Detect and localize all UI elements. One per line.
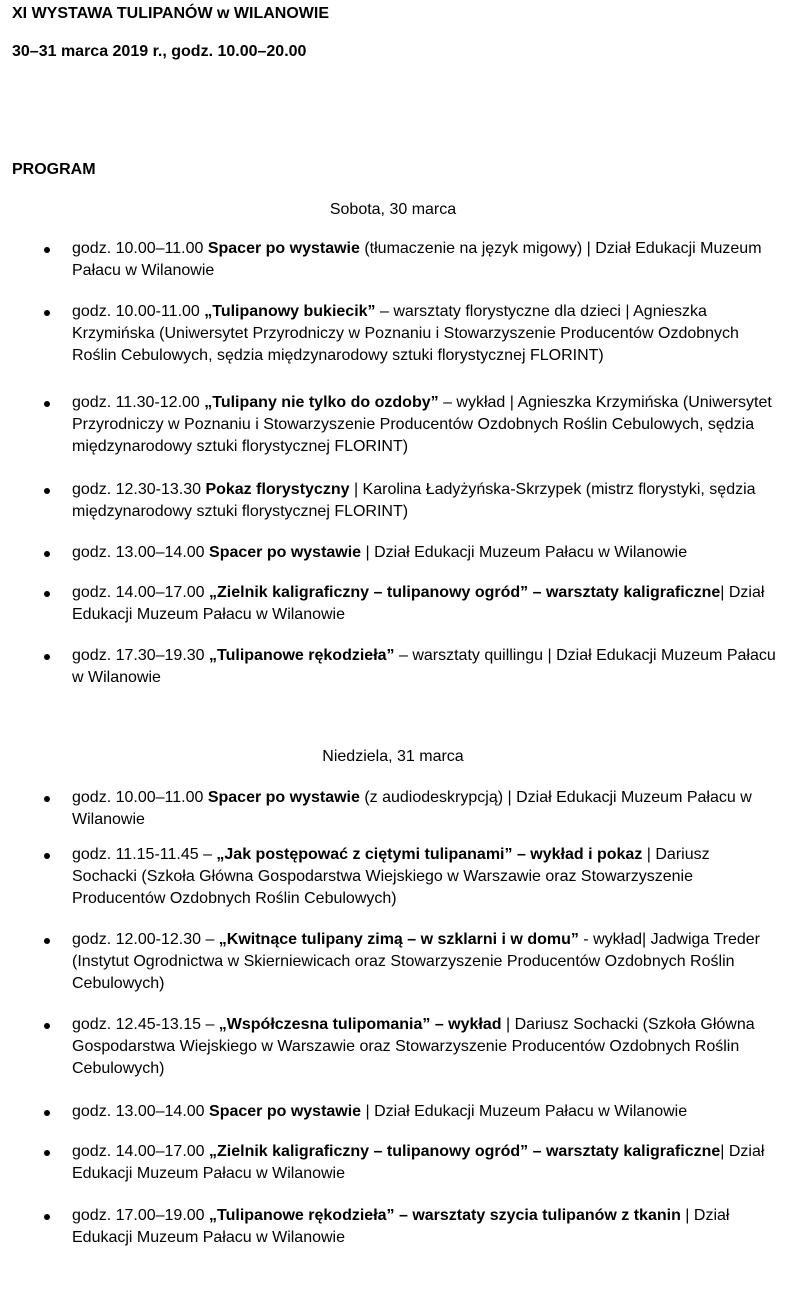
item-time: godz. 10.00–11.00 [72, 240, 208, 257]
bullet-icon [44, 1023, 50, 1029]
list-item [72, 238, 777, 282]
bullet-icon [44, 1214, 50, 1220]
item-title: „Tulipanowe rękodzieła” [209, 647, 395, 664]
list-item [72, 1014, 777, 1080]
event-dates: 30–31 marca 2019 r., godz. 10.00–20.00 [12, 43, 307, 60]
bullet-icon [44, 591, 50, 597]
bullet-icon [44, 310, 50, 316]
item-details: | Dział Edukacji Muzeum Pałacu w Wilanowie [361, 544, 688, 561]
item-time: godz. 11.15-11.45 – [72, 846, 217, 863]
item-title: Pokaz florystyczny [205, 481, 350, 498]
item-time: godz. 12.00-12.30 – [72, 931, 219, 948]
list-item [72, 479, 777, 523]
item-details: – warsztaty quillingu | Dział Edukacji Muzeum Pałacu w Wilanowie [72, 647, 776, 686]
item-details: | Dział Edukacji Muzeum Pałacu w Wilanowie [361, 1103, 688, 1120]
bullet-icon [44, 247, 50, 253]
item-title: „Tulipanowy bukiecik” [204, 303, 376, 320]
item-title: „Zielnik kaligraficzny – tulipanowy ogród” – warsztaty kaligraficzne [209, 1143, 721, 1160]
list-item [72, 844, 777, 910]
bullet-icon [44, 654, 50, 660]
list-item [72, 542, 777, 564]
item-time: godz. 11.30-12.00 [72, 394, 205, 411]
list-item [72, 1101, 777, 1123]
program-heading: PROGRAM [12, 161, 96, 178]
bullet-icon [44, 551, 50, 557]
list-item [72, 582, 777, 626]
item-details: – wykład | Agnieszka Krzymińska (Uniwersytet Przyrodniczy w Poznaniu i Stowarzyszenie Producentów Ozdobnych Roślin Cebulowych, sędzia międzynarodowy sztuki florystycznej FLORINT) [72, 394, 772, 455]
item-time: godz. 17.30–19.30 [72, 647, 210, 664]
bullet-icon [44, 401, 50, 407]
item-details: | Dział Edukacji Muzeum Pałacu w Wilanowie [72, 1207, 730, 1246]
list-item [72, 645, 777, 689]
item-title: Spacer po wystawie [207, 240, 360, 257]
item-time: godz. 12.45-13.15 – [72, 1016, 219, 1033]
item-title: „Tulipany nie tylko do ozdoby” [204, 394, 439, 411]
item-details: - wykład| Jadwiga Treder (Instytut Ogrodnictwa w Skierniewicach oraz Stowarzyszenie Producentów Ozdobnych Roślin Cebulowych) [72, 931, 760, 992]
item-time: godz. 13.00–14.00 [72, 1103, 210, 1120]
item-details: (tłumaczenie na język migowy) | Dział Edukacji Muzeum Pałacu w Wilanowie [72, 240, 762, 279]
list-item [72, 1205, 777, 1249]
item-time: godz. 17.00–19.00 [72, 1207, 210, 1224]
bullet-icon [44, 488, 50, 494]
item-time: godz. 14.00–17.00 [72, 1143, 210, 1160]
item-details: | Dariusz Sochacki (Szkoła Główna Gospodarstwa Wiejskiego w Warszawie oraz Stowarzyszenie Producentów Ozdobnych Roślin Cebulowych) [72, 846, 710, 907]
bullet-icon [44, 1150, 50, 1156]
item-title: „Jak postępować z ciętymi tulipanami” – wykład i pokaz [216, 846, 643, 863]
item-time: godz. 10.00–11.00 [72, 789, 208, 806]
item-details: | Dariusz Sochacki (Szkoła Główna Gospodarstwa Wiejskiego w Warszawie oraz Stowarzyszenie Producentów Ozdobnych Roślin Cebulowych) [72, 1016, 755, 1077]
bullet-icon [44, 853, 50, 859]
item-time: godz. 10.00-11.00 [72, 303, 205, 320]
list-item [72, 392, 777, 458]
list-item [72, 1141, 777, 1185]
item-title: Spacer po wystawie [207, 789, 360, 806]
item-time: godz. 13.00–14.00 [72, 544, 210, 561]
saturday-heading: Sobota, 30 marca [329, 201, 457, 218]
item-title: „Tulipanowe rękodzieła” – warsztaty szycia tulipanów z tkanin [209, 1207, 681, 1224]
item-details: | Karolina Ładyżyńska-Skrzypek (mistrz florystyki, sędzia międzynarodowy sztuki florystycznej FLORINT) [72, 481, 756, 520]
sunday-heading: Niedziela, 31 marca [322, 748, 464, 765]
bullet-icon [44, 796, 50, 802]
item-details: (z audiodeskrypcją) | Dział Edukacji Muzeum Pałacu w Wilanowie [72, 789, 752, 828]
list-item [72, 929, 777, 995]
item-details: – warsztaty florystyczne dla dzieci | Agnieszka Krzymińska (Uniwersytet Przyrodniczy w Poznaniu i Stowarzyszenie Producentów Ozdobnych Roślin Cebulowych, sędzia międzynarodowy sztuki florystycznej FLORINT) [72, 303, 739, 364]
bullet-icon [44, 1110, 50, 1116]
item-details: | Dział Edukacji Muzeum Pałacu w Wilanowie [72, 1143, 765, 1182]
list-item [72, 787, 777, 831]
item-title: Spacer po wystawie [209, 1103, 362, 1120]
item-title: „Współczesna tulipomania” – wykład [218, 1016, 502, 1033]
item-time: godz. 12.30-13.30 [72, 481, 206, 498]
item-details: | Dział Edukacji Muzeum Pałacu w Wilanowie [72, 584, 765, 623]
bullet-icon [44, 938, 50, 944]
document-title: XI WYSTAWA TULIPANÓW w WILANOWIE [12, 5, 330, 22]
list-item [72, 301, 777, 367]
item-title: „Kwitnące tulipany zimą – w szklarni i w domu” [218, 931, 579, 948]
item-title: Spacer po wystawie [209, 544, 362, 561]
item-title: „Zielnik kaligraficzny – tulipanowy ogród” – warsztaty kaligraficzne [209, 584, 721, 601]
item-time: godz. 14.00–17.00 [72, 584, 210, 601]
